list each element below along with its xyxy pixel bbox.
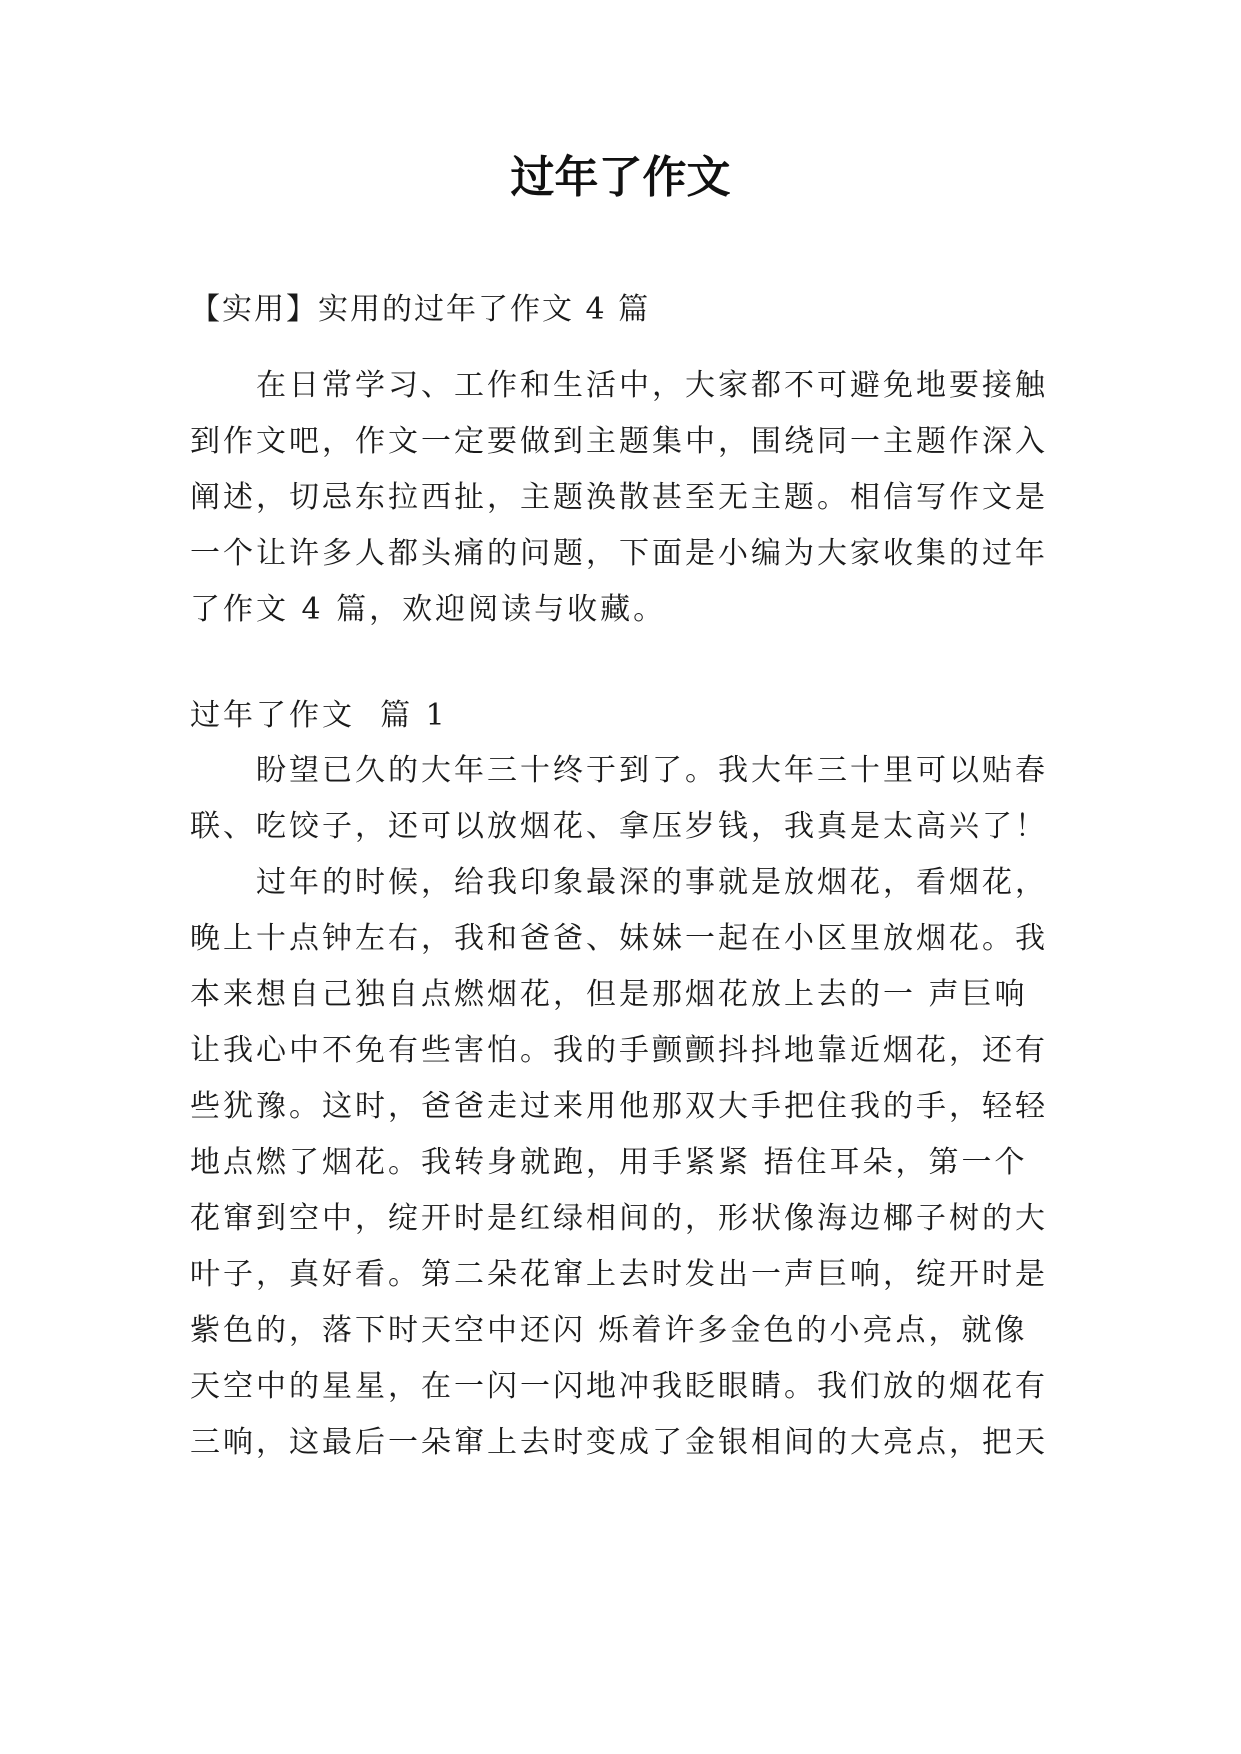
intro-line-1: 在日常学习、工作和生活中，大家都不可避免地要接触 <box>256 368 1048 403</box>
body-line-13: 三响，这最后一朵窜上去时变成了金银相间的大亮点，把天 <box>190 1425 1048 1460</box>
intro-line-2: 到作文吧，作文一定要做到主题集中，围绕同一主题作深入 <box>190 424 1048 459</box>
intro-line-3: 阐述，切忌东拉西扯，主题涣散甚至无主题。相信写作文是 <box>190 480 1048 515</box>
body-line-6: 让我心中不免有些害怕。我的手颤颤抖抖地靠近烟花，还有 <box>190 1033 1048 1068</box>
document-subtitle: 【实用】实用的过年了作文 4 篇 <box>190 292 651 327</box>
body-line-7: 些犹豫。这时，爸爸走过来用他那双大手把住我的手，轻轻 <box>190 1089 1048 1124</box>
body-line-9: 花窜到空中，绽开时是红绿相间的，形状像海边椰子树的大 <box>190 1201 1048 1236</box>
document-title: 过年了作文 <box>510 152 731 203</box>
body-line-2: 联、吃饺子，还可以放烟花、拿压岁钱，我真是太高兴了！ <box>190 809 1048 844</box>
body-line-11: 紫色的，落下时天空中还闪 烁着许多金色的小亮点，就像 <box>190 1313 1028 1348</box>
body-line-5: 本来想自己独自点燃烟花，但是那烟花放上去的一 声巨响 <box>190 977 1028 1012</box>
section-heading: 过年了作文 篇 1 <box>190 698 448 733</box>
body-line-3: 过年的时候，给我印象最深的事就是放烟花，看烟花， <box>256 865 1048 900</box>
body-line-10: 叶子，真好看。第二朵花窜上去时发出一声巨响，绽开时是 <box>190 1257 1048 1292</box>
body-line-4: 晚上十点钟左右，我和爸爸、妹妹一起在小区里放烟花。我 <box>190 921 1048 956</box>
intro-line-4: 一个让许多人都头痛的问题，下面是小编为大家收集的过年 <box>190 536 1048 571</box>
body-line-8: 地点燃了烟花。我转身就跑，用手紧紧 捂住耳朵，第一个 <box>190 1145 1028 1180</box>
body-line-12: 天空中的星星，在一闪一闪地冲我眨眼睛。我们放的烟花有 <box>190 1369 1048 1404</box>
intro-line-5: 了作文 4 篇，欢迎阅读与收藏。 <box>190 592 667 627</box>
body-line-1: 盼望已久的大年三十终于到了。我大年三十里可以贴春 <box>256 753 1048 788</box>
